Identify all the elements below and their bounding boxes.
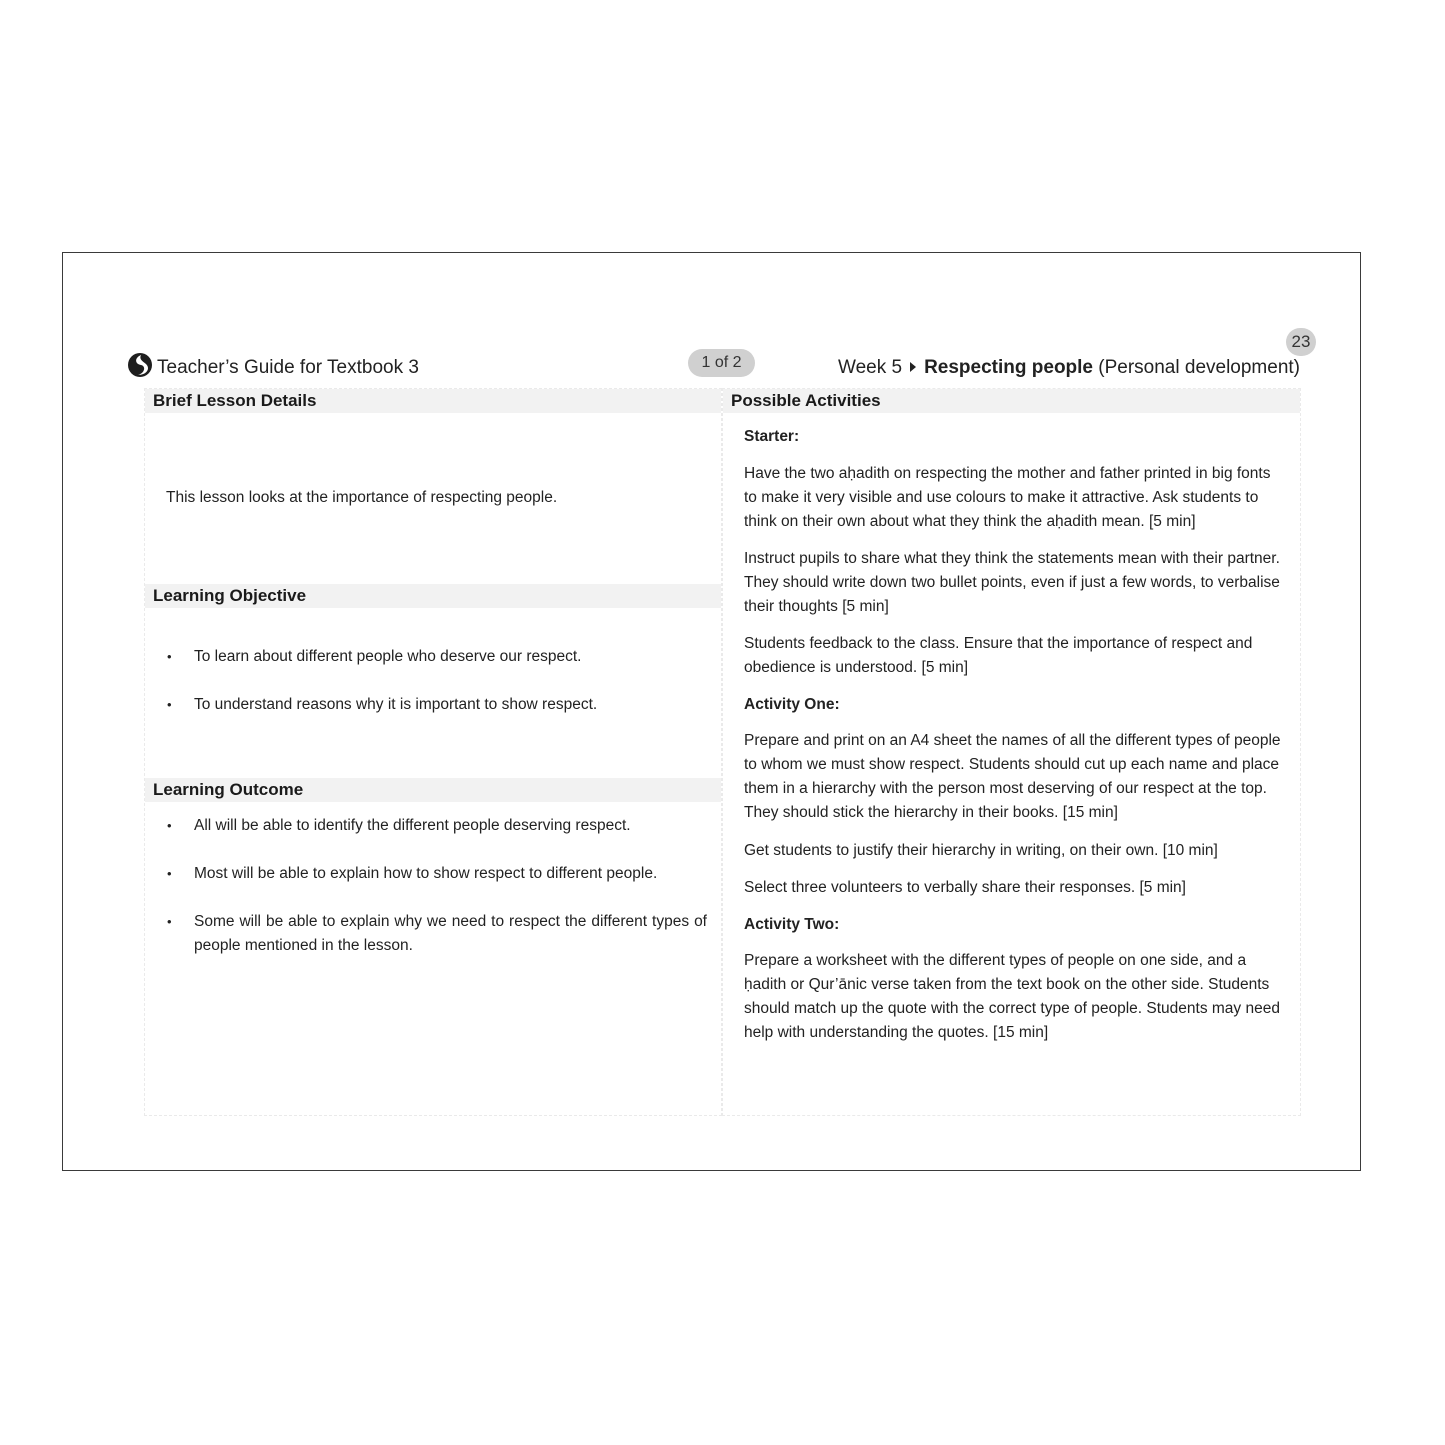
starter-step: Students feedback to the class. Ensure that the importance of respect and obedience is understood. [5 min] <box>744 635 1253 676</box>
topic-category: (Personal development) <box>1098 357 1300 378</box>
publisher-logo-icon <box>127 352 153 378</box>
brief-lesson-text: This lesson looks at the importance of respecting people. <box>166 489 558 506</box>
learning-objective-heading: Learning Objective <box>145 584 721 608</box>
starter-step: Have the two aḥadith on respecting the mother and father printed in big fonts to make it very visible and use colours to make it attractive. Ask students to think on their own about what they think the aḥadith mean. [5 min] <box>744 465 1271 530</box>
possible-activities-column <box>722 388 1301 1116</box>
activity-one-step: Select three volunteers to verbally share their responses. [5 min] <box>744 879 1186 896</box>
outcome-item: • Some will be able to explain why we need to respect the different types of people mentioned in the lesson. <box>167 910 707 958</box>
page-indicator-text: 1 of 2 <box>701 354 742 371</box>
activity-one-label: Activity One: <box>744 696 840 713</box>
outcome-item: • All will be able to identify the different people deserving respect. <box>167 814 707 838</box>
outcome-item: • Most will be able to explain how to show respect to different people. <box>167 862 707 886</box>
breadcrumb-arrow-icon <box>910 362 916 372</box>
bullet-icon: • <box>167 649 172 664</box>
bullet-icon: • <box>167 697 172 712</box>
starter-step: Instruct pupils to share what they think the statements mean with their partner. They should write down two bullet points, even if just a few words, to verbalise their thoughts [5 min] <box>744 550 1280 615</box>
guide-title: Teacher’s Guide for Textbook 3 <box>157 357 419 378</box>
week-label: Week 5 <box>838 357 903 378</box>
page-number-badge <box>1286 328 1316 356</box>
page-number: 23 <box>1291 332 1311 351</box>
lesson-details-column <box>144 388 722 1116</box>
activity-two-label: Activity Two: <box>744 916 840 933</box>
bullet-icon: • <box>167 818 172 833</box>
activity-one-step: Prepare and print on an A4 sheet the names of all the different types of people to whom we must show respect. Students should cut up each name and place them in a hierarchy with the person most deserving of our respect at the top. They should stick the hierarchy in their books. [15 min] <box>744 732 1281 821</box>
objective-item: • To learn about different people who deserve our respect. <box>167 645 707 669</box>
learning-outcome-heading: Learning Outcome <box>145 778 721 802</box>
objective-item: • To understand reasons why it is important to show respect. <box>167 693 707 717</box>
brief-lesson-details-heading: Brief Lesson Details <box>145 389 721 413</box>
starter-label: Starter: <box>744 428 800 445</box>
possible-activities-heading: Possible Activities <box>723 389 1300 413</box>
topic-title: Respecting people <box>924 357 1093 378</box>
lesson-breadcrumb <box>838 357 1300 379</box>
bullet-icon: • <box>167 914 172 929</box>
activity-one-step: Get students to justify their hierarchy in writing, on their own. [10 min] <box>744 842 1218 859</box>
activity-two-step: Prepare a worksheet with the different types of people on one side, and a ḥadith or Qur’ānic verse taken from the text book on the other side. Students should match up the quote with the correct type of people. Students may need help with understanding the quotes. [15 min] <box>744 952 1280 1041</box>
page-indicator <box>688 349 755 377</box>
bullet-icon: • <box>167 866 172 881</box>
